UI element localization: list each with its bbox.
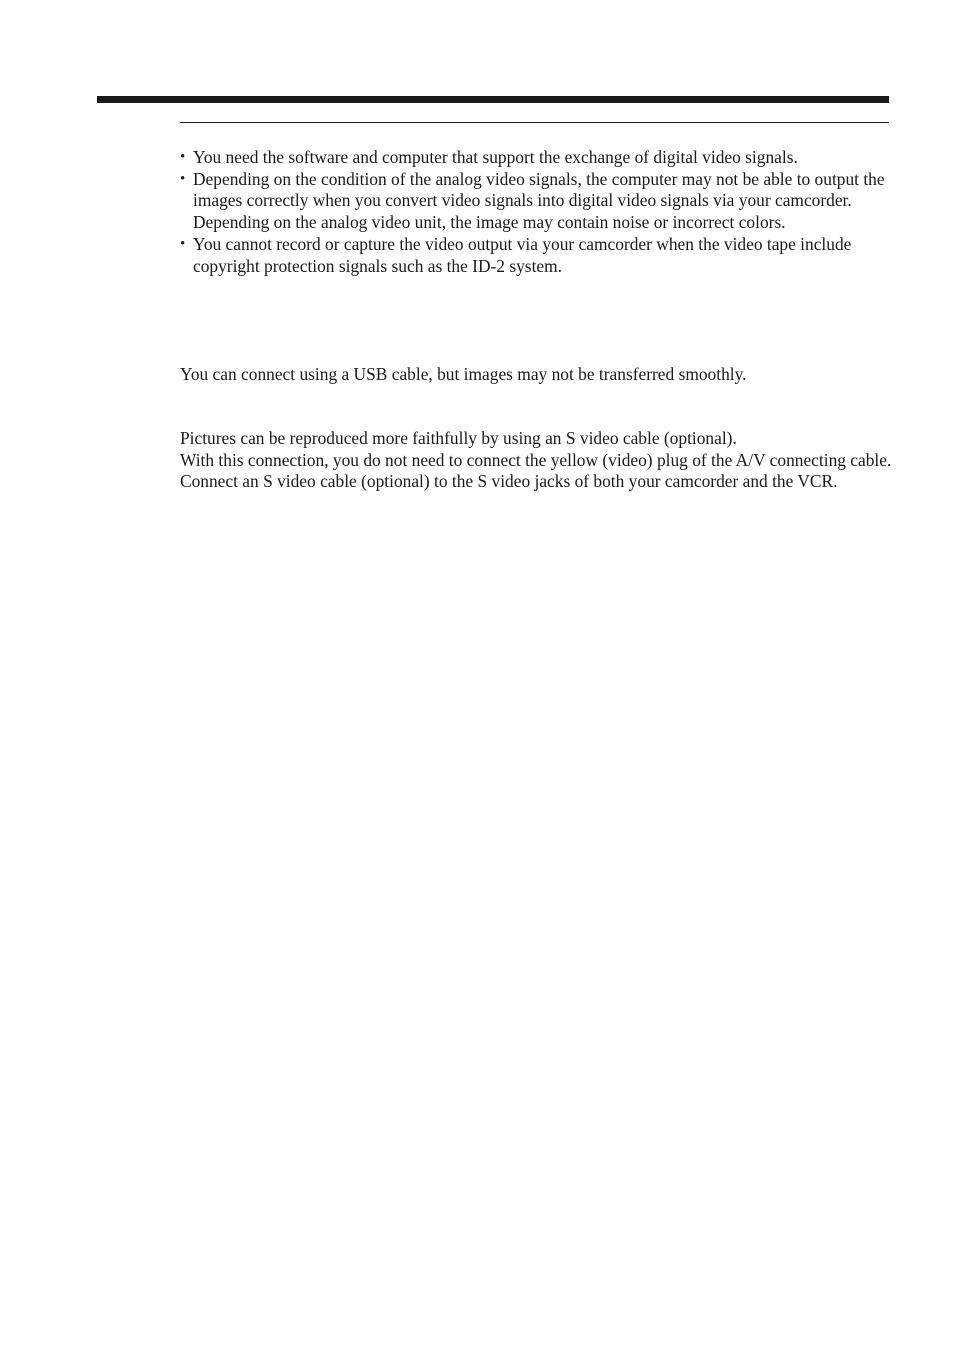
bullet-icon: • [180,235,186,252]
note-item [180,169,892,234]
svideo-line: With this connection, you do not need to connect the yellow (video) plug of the A/V connecting cable. [180,449,892,470]
bullet-icon: • [180,149,186,165]
notes-list [180,147,892,277]
note-item [180,234,892,277]
header-thin-rule [180,122,889,123]
note-text: You need the software and computer that support the exchange of digital video signals. [193,147,798,167]
note-text: You cannot record or capture the video output via your camcorder when the video tape include copyright protection signals such as the ID-2 system. [193,233,852,276]
svideo-line: Connect an S video cable (optional) to the S video jacks of both your camcorder and the VCR. [180,471,838,492]
bullet-icon: • [180,170,186,187]
svideo-paragraph [180,428,892,493]
note-item [180,147,892,169]
note-text: Depending on the condition of the analog video signals, the computer may not be able to output the images correctly when you convert video signals into digital video signals via your camcorder. Depending on the analog video unit, the image may contain noise or incorrect colors. [193,168,885,233]
svideo-line: Pictures can be reproduced more faithfully by using an S video cable (optional). [180,428,737,448]
usb-paragraph: You can connect using a USB cable, but images may not be transferred smoothly. [180,364,747,384]
header-thick-rule [97,96,889,103]
